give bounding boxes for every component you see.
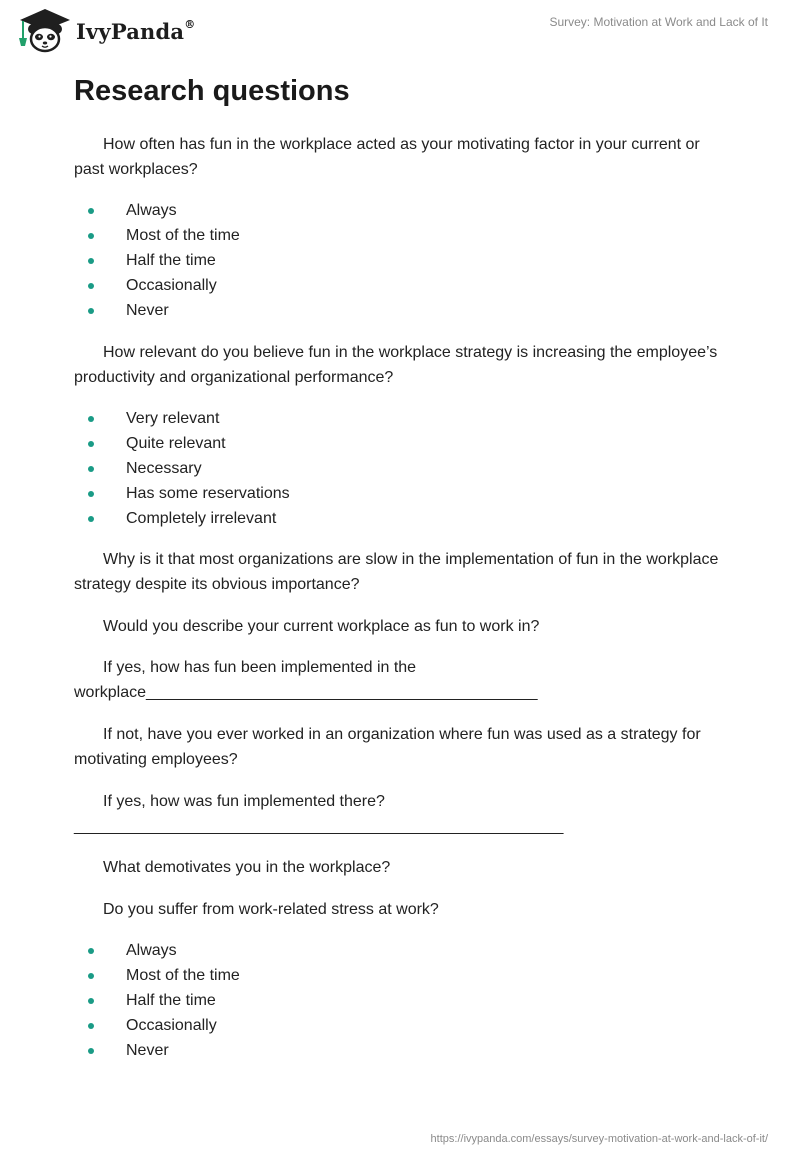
bullet-icon [88,258,94,264]
question-paragraph: Would you describe your current workplace as fun to work in? [103,618,540,635]
answer-options-list [74,406,724,531]
bullet-icon [88,441,94,447]
list-item: Has some reservations [74,481,724,506]
answer-options-list [74,938,724,1063]
bullet-icon [88,516,94,522]
list-item: Always [74,198,724,223]
panda-graduate-icon [14,6,74,54]
source-url[interactable]: https://ivypanda.com/essays/survey-motivation-at-work-and-lack-of-it/ [430,1133,768,1145]
page-header [0,0,800,60]
question-paragraph: Why is it that most organizations are slow in the implementation of fun in the workplace strategy despite its obvious importance? [74,551,719,593]
question-paragraph: If not, have you ever worked in an organization where fun was used as a strategy for motivating employees? [74,726,701,768]
bullet-icon [88,233,94,239]
bullet-icon [88,208,94,214]
list-item: Occasionally [74,273,724,298]
list-item: Half the time [74,988,724,1013]
bullet-icon [88,998,94,1004]
bullet-icon [88,466,94,472]
question-paragraph: If yes, how has fun been implemented in the workplace____________________________________________ [74,659,538,701]
list-item: Necessary [74,456,724,481]
page-heading: Research questions [74,75,350,107]
question-paragraph: What demotivates you in the workplace? [103,859,391,876]
question-paragraph: If yes, how was fun implemented there? [103,793,385,810]
list-item: Occasionally [74,1013,724,1038]
article-body [74,72,724,1063]
list-item: Always [74,938,724,963]
list-item: Very relevant [74,406,724,431]
bullet-icon [88,973,94,979]
ivypanda-logo[interactable] [14,6,195,54]
bullet-icon [88,1048,94,1054]
list-item: Most of the time [74,963,724,988]
list-item: Most of the time [74,223,724,248]
bullet-icon [88,416,94,422]
question-paragraph: How relevant do you believe fun in the workplace strategy is increasing the employee’s productivity and organizational performance? [74,344,718,386]
answer-options-list [74,198,724,323]
bullet-icon [88,308,94,314]
answer-line: _______________________________________________________ [74,818,564,835]
bullet-icon [88,491,94,497]
list-item: Never [74,298,724,323]
question-paragraph: How often has fun in the workplace acted as your motivating factor in your current or past workplaces? [74,136,700,178]
bullet-icon [88,1023,94,1029]
list-item: Completely irrelevant [74,506,724,531]
bullet-icon [88,283,94,289]
list-item: Never [74,1038,724,1063]
document-title: Survey: Motivation at Work and Lack of It [549,15,768,29]
list-item: Half the time [74,248,724,273]
brand-name: IvyPanda® [76,17,196,44]
question-paragraph: Do you suffer from work-related stress at work? [103,901,439,918]
list-item: Quite relevant [74,431,724,456]
bullet-icon [88,948,94,954]
